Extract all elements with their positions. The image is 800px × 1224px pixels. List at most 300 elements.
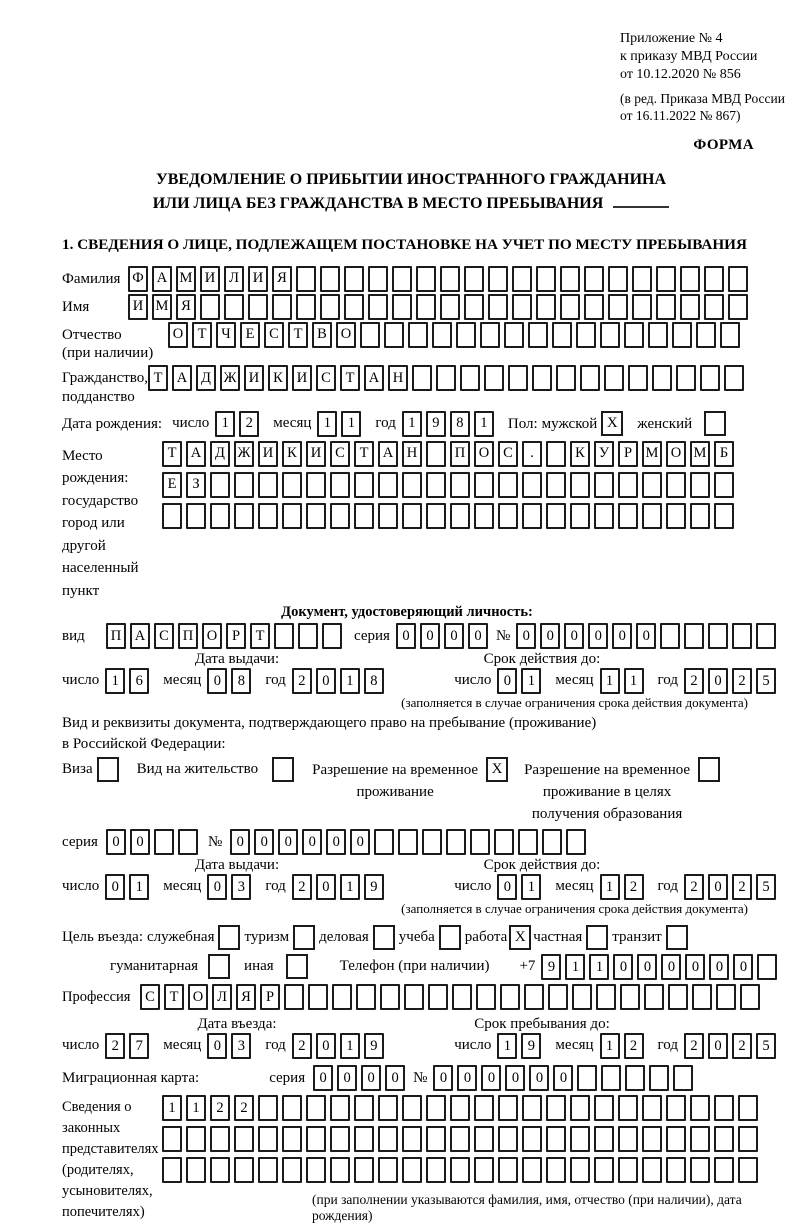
char-box[interactable]: 2 <box>292 874 312 900</box>
char-box[interactable] <box>536 266 556 292</box>
char-box[interactable]: 8 <box>364 668 384 694</box>
char-box[interactable] <box>282 1126 302 1152</box>
char-box[interactable] <box>282 1157 302 1183</box>
char-box[interactable]: 1 <box>186 1095 206 1121</box>
char-box[interactable]: Т <box>148 365 168 391</box>
char-box[interactable]: С <box>140 984 160 1010</box>
char-box[interactable]: Ж <box>220 365 240 391</box>
char-box[interactable] <box>666 1157 686 1183</box>
char-box[interactable]: 2 <box>292 668 312 694</box>
char-box[interactable]: 1 <box>129 874 149 900</box>
char-box[interactable] <box>546 1157 566 1183</box>
char-box[interactable] <box>296 266 316 292</box>
char-box[interactable] <box>234 1126 254 1152</box>
char-box[interactable]: 0 <box>207 1033 227 1059</box>
char-box[interactable]: 9 <box>426 411 446 437</box>
char-box[interactable] <box>522 1157 542 1183</box>
char-box[interactable]: 7 <box>129 1033 149 1059</box>
char-box[interactable] <box>498 1095 518 1121</box>
char-box[interactable]: В <box>312 322 332 348</box>
char-box[interactable]: Т <box>192 322 212 348</box>
char-box[interactable] <box>284 984 304 1010</box>
char-box[interactable]: 0 <box>230 829 250 855</box>
char-box[interactable] <box>440 266 460 292</box>
char-box[interactable]: Я <box>236 984 256 1010</box>
char-box[interactable] <box>600 322 620 348</box>
char-box[interactable]: К <box>268 365 288 391</box>
char-box[interactable] <box>738 1157 758 1183</box>
char-box[interactable]: Р <box>618 441 638 467</box>
char-box[interactable] <box>618 1126 638 1152</box>
char-box[interactable] <box>344 294 364 320</box>
char-box[interactable]: П <box>178 623 198 649</box>
char-box[interactable]: 1 <box>317 411 337 437</box>
char-box[interactable]: Р <box>226 623 246 649</box>
char-box[interactable]: Р <box>260 984 280 1010</box>
char-box[interactable] <box>498 1157 518 1183</box>
char-box[interactable]: 1 <box>340 874 360 900</box>
char-box[interactable] <box>464 294 484 320</box>
char-box[interactable]: 2 <box>732 668 752 694</box>
char-box[interactable] <box>258 1126 278 1152</box>
char-box[interactable] <box>450 1126 470 1152</box>
char-box[interactable]: 1 <box>402 411 422 437</box>
char-box[interactable]: Т <box>164 984 184 1010</box>
char-box[interactable] <box>426 1095 446 1121</box>
char-box[interactable] <box>601 1065 621 1091</box>
char-box[interactable]: Я <box>176 294 196 320</box>
char-box[interactable] <box>460 365 480 391</box>
char-box[interactable]: И <box>292 365 312 391</box>
char-box[interactable] <box>450 1095 470 1121</box>
char-box[interactable] <box>498 472 518 498</box>
char-box[interactable] <box>356 984 376 1010</box>
char-box[interactable] <box>154 829 174 855</box>
char-box[interactable]: О <box>168 322 188 348</box>
purpose-other-checkbox[interactable] <box>286 954 308 979</box>
char-box[interactable] <box>512 294 532 320</box>
char-box[interactable] <box>432 322 452 348</box>
char-box[interactable]: 6 <box>129 668 149 694</box>
char-box[interactable] <box>330 1157 350 1183</box>
char-box[interactable] <box>332 984 352 1010</box>
char-box[interactable] <box>642 1095 662 1121</box>
char-box[interactable] <box>392 294 412 320</box>
char-box[interactable]: 0 <box>709 954 729 980</box>
char-box[interactable] <box>604 365 624 391</box>
char-box[interactable]: 0 <box>337 1065 357 1091</box>
char-box[interactable]: И <box>244 365 264 391</box>
char-box[interactable] <box>508 365 528 391</box>
char-box[interactable]: 5 <box>756 1033 776 1059</box>
char-box[interactable]: 0 <box>316 1033 336 1059</box>
char-box[interactable]: 2 <box>234 1095 254 1121</box>
char-box[interactable] <box>210 503 230 529</box>
char-box[interactable] <box>360 322 380 348</box>
char-box[interactable] <box>596 984 616 1010</box>
char-box[interactable] <box>714 503 734 529</box>
char-box[interactable] <box>624 322 644 348</box>
char-box[interactable] <box>224 294 244 320</box>
char-box[interactable] <box>548 984 568 1010</box>
char-box[interactable] <box>738 1095 758 1121</box>
char-box[interactable]: 5 <box>756 874 776 900</box>
char-box[interactable]: К <box>570 441 590 467</box>
char-box[interactable] <box>714 1126 734 1152</box>
char-box[interactable] <box>378 1095 398 1121</box>
char-box[interactable]: 0 <box>457 1065 477 1091</box>
char-box[interactable] <box>556 365 576 391</box>
char-box[interactable] <box>680 266 700 292</box>
char-box[interactable]: К <box>282 441 302 467</box>
char-box[interactable] <box>416 266 436 292</box>
char-box[interactable]: 0 <box>733 954 753 980</box>
char-box[interactable] <box>210 1157 230 1183</box>
char-box[interactable] <box>426 1157 446 1183</box>
char-box[interactable]: Е <box>240 322 260 348</box>
char-box[interactable] <box>700 365 720 391</box>
char-box[interactable] <box>404 984 424 1010</box>
char-box[interactable] <box>450 472 470 498</box>
char-box[interactable] <box>186 1126 206 1152</box>
temp-residence-edu-checkbox[interactable] <box>698 757 720 782</box>
char-box[interactable] <box>724 365 744 391</box>
char-box[interactable] <box>656 294 676 320</box>
char-box[interactable] <box>330 503 350 529</box>
char-box[interactable]: С <box>264 322 284 348</box>
char-box[interactable] <box>494 829 514 855</box>
char-box[interactable]: 0 <box>505 1065 525 1091</box>
char-box[interactable] <box>594 1157 614 1183</box>
char-box[interactable]: 0 <box>516 623 536 649</box>
char-box[interactable] <box>632 294 652 320</box>
char-box[interactable] <box>532 365 552 391</box>
char-box[interactable] <box>330 1126 350 1152</box>
char-box[interactable]: 0 <box>529 1065 549 1091</box>
char-box[interactable]: А <box>186 441 206 467</box>
char-box[interactable]: М <box>642 441 662 467</box>
char-box[interactable]: 0 <box>708 668 728 694</box>
char-box[interactable]: 0 <box>207 874 227 900</box>
char-box[interactable] <box>272 294 292 320</box>
char-box[interactable] <box>402 503 422 529</box>
char-box[interactable] <box>234 472 254 498</box>
char-box[interactable] <box>330 472 350 498</box>
purpose-business-checkbox[interactable] <box>373 925 395 950</box>
char-box[interactable] <box>522 472 542 498</box>
char-box[interactable] <box>576 322 596 348</box>
char-box[interactable]: 1 <box>215 411 235 437</box>
char-box[interactable]: 0 <box>588 623 608 649</box>
char-box[interactable] <box>536 294 556 320</box>
purpose-tourism-checkbox[interactable] <box>293 925 315 950</box>
char-box[interactable] <box>258 1095 278 1121</box>
char-box[interactable] <box>408 322 428 348</box>
char-box[interactable] <box>684 623 704 649</box>
char-box[interactable] <box>354 472 374 498</box>
char-box[interactable] <box>298 623 318 649</box>
char-box[interactable]: 2 <box>624 1033 644 1059</box>
char-box[interactable] <box>322 623 342 649</box>
char-box[interactable]: О <box>474 441 494 467</box>
char-box[interactable] <box>488 266 508 292</box>
char-box[interactable] <box>402 1126 422 1152</box>
char-box[interactable] <box>652 365 672 391</box>
char-box[interactable]: 1 <box>474 411 494 437</box>
char-box[interactable] <box>456 322 476 348</box>
char-box[interactable] <box>320 294 340 320</box>
char-box[interactable]: Д <box>196 365 216 391</box>
char-box[interactable] <box>528 322 548 348</box>
char-box[interactable]: Е <box>162 472 182 498</box>
char-box[interactable]: 3 <box>231 874 251 900</box>
char-box[interactable]: А <box>152 266 172 292</box>
char-box[interactable] <box>450 1157 470 1183</box>
char-box[interactable] <box>580 365 600 391</box>
char-box[interactable] <box>740 984 760 1010</box>
char-box[interactable]: А <box>172 365 192 391</box>
char-box[interactable] <box>720 322 740 348</box>
char-box[interactable] <box>426 441 446 467</box>
char-box[interactable] <box>690 472 710 498</box>
char-box[interactable] <box>368 294 388 320</box>
char-box[interactable] <box>498 1126 518 1152</box>
char-box[interactable] <box>546 1126 566 1152</box>
char-box[interactable] <box>552 322 572 348</box>
char-box[interactable]: 1 <box>341 411 361 437</box>
purpose-official-checkbox[interactable] <box>218 925 240 950</box>
char-box[interactable] <box>440 294 460 320</box>
char-box[interactable] <box>354 503 374 529</box>
char-box[interactable] <box>666 503 686 529</box>
char-box[interactable] <box>452 984 472 1010</box>
char-box[interactable] <box>642 1126 662 1152</box>
char-box[interactable]: С <box>498 441 518 467</box>
char-box[interactable] <box>354 1157 374 1183</box>
char-box[interactable]: 2 <box>624 874 644 900</box>
char-box[interactable] <box>570 1095 590 1121</box>
char-box[interactable] <box>512 266 532 292</box>
char-box[interactable] <box>162 503 182 529</box>
char-box[interactable] <box>282 1095 302 1121</box>
char-box[interactable]: И <box>200 266 220 292</box>
char-box[interactable] <box>628 365 648 391</box>
char-box[interactable]: О <box>188 984 208 1010</box>
char-box[interactable] <box>474 1157 494 1183</box>
char-box[interactable] <box>644 984 664 1010</box>
char-box[interactable] <box>714 1157 734 1183</box>
char-box[interactable]: Ч <box>216 322 236 348</box>
char-box[interactable]: С <box>330 441 350 467</box>
char-box[interactable] <box>470 829 490 855</box>
char-box[interactable]: О <box>666 441 686 467</box>
char-box[interactable]: Д <box>210 441 230 467</box>
char-box[interactable]: Н <box>402 441 422 467</box>
char-box[interactable] <box>378 1157 398 1183</box>
char-box[interactable]: М <box>176 266 196 292</box>
char-box[interactable] <box>258 472 278 498</box>
char-box[interactable] <box>594 503 614 529</box>
purpose-study-checkbox[interactable] <box>439 925 461 950</box>
char-box[interactable] <box>690 1157 710 1183</box>
char-box[interactable] <box>708 623 728 649</box>
char-box[interactable] <box>344 266 364 292</box>
char-box[interactable]: 1 <box>600 874 620 900</box>
char-box[interactable] <box>570 472 590 498</box>
char-box[interactable] <box>306 1157 326 1183</box>
char-box[interactable] <box>584 294 604 320</box>
char-box[interactable]: 8 <box>231 668 251 694</box>
char-box[interactable] <box>306 472 326 498</box>
char-box[interactable]: 0 <box>612 623 632 649</box>
char-box[interactable] <box>680 294 700 320</box>
char-box[interactable] <box>666 472 686 498</box>
char-box[interactable] <box>594 472 614 498</box>
char-box[interactable] <box>234 1157 254 1183</box>
char-box[interactable]: А <box>378 441 398 467</box>
char-box[interactable]: 0 <box>302 829 322 855</box>
char-box[interactable] <box>210 1126 230 1152</box>
char-box[interactable]: 0 <box>708 1033 728 1059</box>
char-box[interactable] <box>200 294 220 320</box>
char-box[interactable]: Т <box>340 365 360 391</box>
char-box[interactable] <box>560 294 580 320</box>
char-box[interactable]: 1 <box>521 874 541 900</box>
purpose-humanitarian-checkbox[interactable] <box>208 954 230 979</box>
char-box[interactable]: 0 <box>613 954 633 980</box>
char-box[interactable] <box>498 503 518 529</box>
char-box[interactable] <box>450 503 470 529</box>
char-box[interactable]: 1 <box>600 668 620 694</box>
char-box[interactable]: Н <box>388 365 408 391</box>
char-box[interactable] <box>476 984 496 1010</box>
char-box[interactable]: О <box>202 623 222 649</box>
char-box[interactable] <box>464 266 484 292</box>
char-box[interactable] <box>666 1126 686 1152</box>
char-box[interactable]: 0 <box>130 829 150 855</box>
char-box[interactable] <box>660 623 680 649</box>
char-box[interactable]: 0 <box>444 623 464 649</box>
char-box[interactable]: Л <box>224 266 244 292</box>
char-box[interactable] <box>474 1126 494 1152</box>
char-box[interactable] <box>380 984 400 1010</box>
char-box[interactable] <box>696 322 716 348</box>
char-box[interactable]: М <box>690 441 710 467</box>
char-box[interactable] <box>274 623 294 649</box>
char-box[interactable]: 5 <box>756 668 776 694</box>
char-box[interactable]: 0 <box>254 829 274 855</box>
char-box[interactable]: 1 <box>589 954 609 980</box>
char-box[interactable] <box>282 503 302 529</box>
char-box[interactable]: 1 <box>340 668 360 694</box>
char-box[interactable]: 0 <box>685 954 705 980</box>
char-box[interactable] <box>500 984 520 1010</box>
char-box[interactable] <box>258 503 278 529</box>
char-box[interactable]: Т <box>250 623 270 649</box>
char-box[interactable] <box>446 829 466 855</box>
char-box[interactable]: 3 <box>231 1033 251 1059</box>
char-box[interactable]: 0 <box>637 954 657 980</box>
char-box[interactable] <box>186 503 206 529</box>
char-box[interactable] <box>474 1095 494 1121</box>
char-box[interactable]: 0 <box>313 1065 333 1091</box>
char-box[interactable]: 1 <box>340 1033 360 1059</box>
char-box[interactable]: А <box>130 623 150 649</box>
char-box[interactable]: 2 <box>684 874 704 900</box>
char-box[interactable] <box>738 1126 758 1152</box>
char-box[interactable] <box>518 829 538 855</box>
char-box[interactable]: 0 <box>316 668 336 694</box>
char-box[interactable] <box>474 472 494 498</box>
char-box[interactable]: П <box>450 441 470 467</box>
char-box[interactable] <box>690 503 710 529</box>
char-box[interactable]: 0 <box>278 829 298 855</box>
char-box[interactable] <box>673 1065 693 1091</box>
char-box[interactable]: 0 <box>540 623 560 649</box>
char-box[interactable] <box>732 623 752 649</box>
char-box[interactable]: Б <box>714 441 734 467</box>
char-box[interactable]: Т <box>354 441 374 467</box>
char-box[interactable]: 0 <box>661 954 681 980</box>
char-box[interactable] <box>354 1126 374 1152</box>
char-box[interactable] <box>368 266 388 292</box>
purpose-work-checkbox[interactable]: X <box>509 925 531 950</box>
char-box[interactable] <box>354 1095 374 1121</box>
char-box[interactable] <box>412 365 432 391</box>
sex-male-checkbox[interactable]: X <box>601 411 623 436</box>
char-box[interactable]: 0 <box>481 1065 501 1091</box>
char-box[interactable] <box>162 1126 182 1152</box>
char-box[interactable] <box>422 829 442 855</box>
char-box[interactable] <box>608 266 628 292</box>
char-box[interactable] <box>426 503 446 529</box>
char-box[interactable]: Ж <box>234 441 254 467</box>
char-box[interactable] <box>402 1157 422 1183</box>
char-box[interactable] <box>474 503 494 529</box>
char-box[interactable] <box>522 1126 542 1152</box>
char-box[interactable] <box>642 472 662 498</box>
char-box[interactable]: 0 <box>105 874 125 900</box>
char-box[interactable] <box>728 294 748 320</box>
char-box[interactable] <box>632 266 652 292</box>
char-box[interactable] <box>308 984 328 1010</box>
char-box[interactable] <box>584 266 604 292</box>
char-box[interactable] <box>594 1126 614 1152</box>
char-box[interactable] <box>690 1126 710 1152</box>
char-box[interactable] <box>426 472 446 498</box>
char-box[interactable] <box>234 503 254 529</box>
char-box[interactable]: Т <box>288 322 308 348</box>
char-box[interactable] <box>618 1095 638 1121</box>
char-box[interactable]: И <box>306 441 326 467</box>
char-box[interactable] <box>374 829 394 855</box>
char-box[interactable] <box>566 829 586 855</box>
char-box[interactable] <box>398 829 418 855</box>
char-box[interactable]: 2 <box>684 668 704 694</box>
char-box[interactable]: 2 <box>732 1033 752 1059</box>
purpose-transit-checkbox[interactable] <box>666 925 688 950</box>
char-box[interactable]: З <box>186 472 206 498</box>
char-box[interactable]: Я <box>272 266 292 292</box>
char-box[interactable] <box>728 266 748 292</box>
char-box[interactable]: 0 <box>420 623 440 649</box>
char-box[interactable] <box>306 1095 326 1121</box>
char-box[interactable] <box>668 984 688 1010</box>
char-box[interactable]: 0 <box>326 829 346 855</box>
char-box[interactable]: 0 <box>564 623 584 649</box>
char-box[interactable] <box>570 503 590 529</box>
char-box[interactable] <box>522 1095 542 1121</box>
